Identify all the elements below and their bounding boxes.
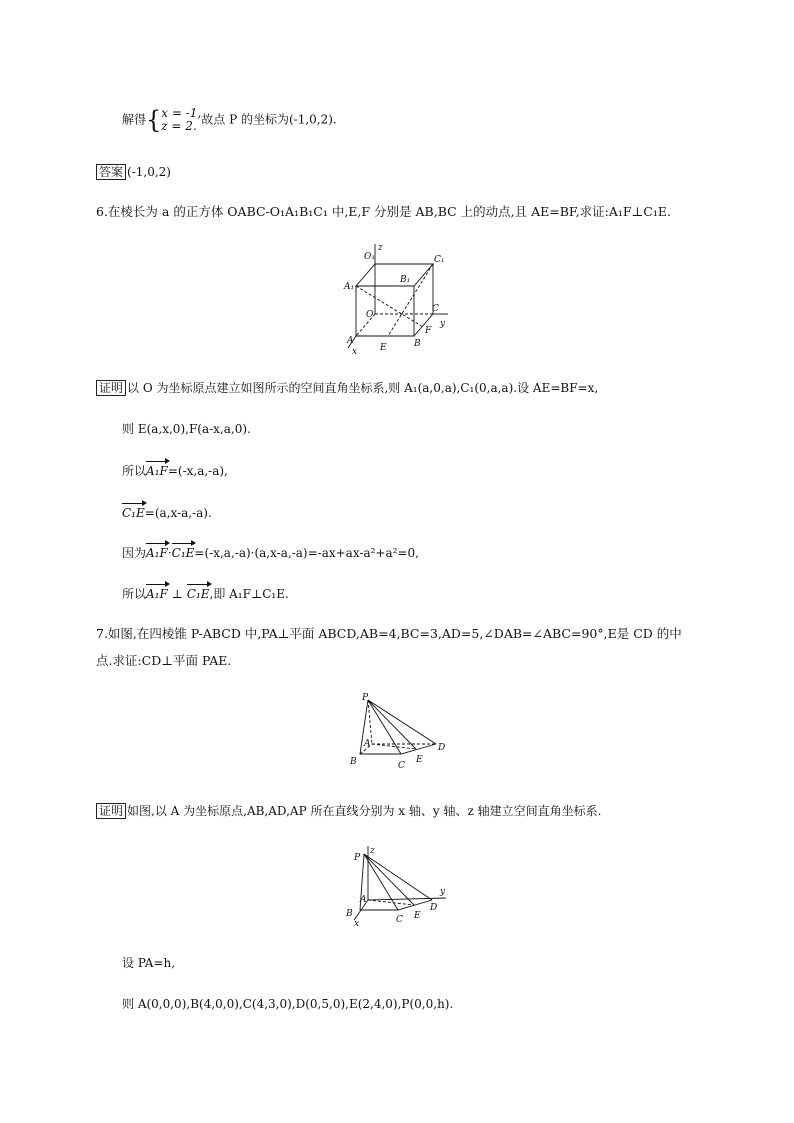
label-C: C (396, 915, 403, 925)
vector-A1F: A₁F (146, 546, 168, 560)
q6-line-6: 所以A₁F ⊥ C₁E,即 A₁F⊥C₁E. (122, 587, 289, 601)
label-B: B (414, 339, 421, 349)
label-A: A (364, 739, 371, 749)
cube-figure (338, 240, 458, 358)
q7-proof-line: 证明 如图,以 A 为坐标原点,AB,AD,AP 所在直线分别为 x 轴、y 轴、z 轴建立空间直角坐标系. (96, 803, 601, 819)
question-6-statement: 6.在棱长为 a 的正方体 OABC-O₁A₁B₁C₁ 中,E,F 分别是 AB,BC 上的动点,且 AE=BF,求证:A₁F⊥C₁E. (96, 204, 671, 219)
proof-tag: 证明 (96, 380, 126, 396)
q7-line-3: 则 A(0,0,0),B(4,0,0),C(4,3,0),D(0,5,0),E(2,4,0),P(0,0,h). (122, 997, 454, 1011)
label-P: P (362, 693, 369, 703)
label-A: A (347, 336, 354, 346)
label-P: P (354, 853, 361, 863)
label-O: O (366, 310, 374, 320)
label-C1: C₁ (434, 255, 445, 265)
answer-tag: 答案 (96, 164, 126, 180)
q6-line-5: 因为A₁F·C₁E=(-x,a,-a)·(a,x-a,-a)=-ax+ax-a²+a²=0, (122, 546, 419, 560)
label-D: D (438, 743, 446, 753)
question-7-statement-line2: 点.求证:CD⊥平面 PAE. (96, 653, 232, 668)
label-F: F (425, 326, 432, 336)
label-z: z (378, 243, 383, 253)
vector-C1E: C₁E (122, 506, 145, 520)
label-B: B (346, 909, 353, 919)
q6-proof-line: 证明 以 O 为坐标原点建立如图所示的空间直角坐标系,则 A₁(a,0,a),C₁(0,a,a).设 AE=BF=x, (96, 380, 598, 396)
label-D: D (430, 903, 438, 913)
label-E: E (416, 755, 423, 765)
proof-tag: 证明 (96, 803, 126, 819)
label-A: A (360, 895, 367, 905)
label-C: C (432, 304, 439, 314)
vector-A1F: A₁F (146, 587, 168, 601)
label-B1: B₁ (400, 275, 411, 285)
vector-A1F: A₁F (146, 464, 168, 478)
answer-value: (-1,0,2) (127, 165, 171, 179)
answer-line (96, 164, 171, 180)
q6-line-2: 则 E(a,x,0),F(a-x,a,0). (122, 422, 251, 436)
q6-line-3: 所以A₁F=(-x,a,-a), (122, 464, 228, 478)
label-y: y (440, 887, 446, 897)
pyramid-coordinate-figure (340, 840, 450, 930)
q7-line-2: 设 PA=h, (122, 956, 176, 970)
question-7-statement-line1: 7.如图,在四棱锥 P-ABCD 中,PA⊥平面 ABCD,AB=4,BC=3,AD=5,∠DAB=∠ABC=90°,E是 CD 的中 (96, 626, 682, 641)
label-E: E (414, 911, 421, 921)
solution-line: 解得{x = -1, z = 2. 故点 P 的坐标为(-1,0,2). (122, 106, 337, 134)
label-x: x (352, 347, 358, 357)
vector-C1E: C₁E (186, 587, 210, 601)
q6-line-4: C₁E=(a,x-a,-a). (122, 506, 212, 520)
label-C: C (398, 761, 405, 771)
label-A1: A₁ (344, 282, 355, 292)
pyramid-figure (346, 692, 450, 774)
label-O1: O₁ (364, 252, 375, 262)
vector-C1E: C₁E (171, 546, 195, 560)
brace-symbol: { (146, 106, 162, 134)
label-E: E (380, 343, 387, 353)
label-z: z (370, 846, 375, 856)
label-y: y (440, 319, 446, 329)
label-x: x (354, 919, 360, 929)
label-B: B (350, 757, 357, 767)
equation-system: x = -1, z = 2. (161, 106, 202, 133)
